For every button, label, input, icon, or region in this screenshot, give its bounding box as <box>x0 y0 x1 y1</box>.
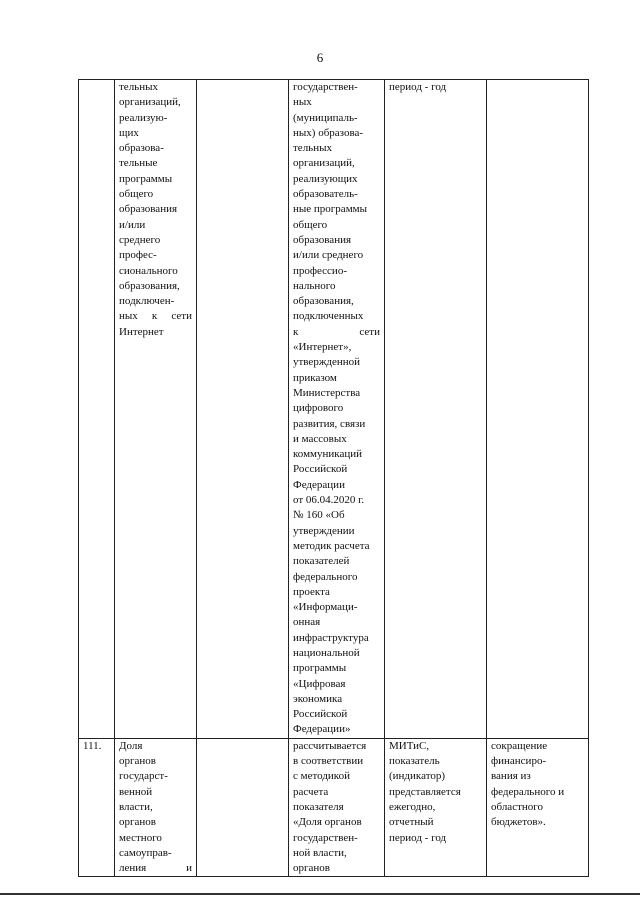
method-justified-line: к сети <box>293 325 380 338</box>
indicator-cell <box>115 738 197 877</box>
method-cell <box>289 80 385 739</box>
page-number: 6 <box>316 50 324 65</box>
indicator-cell <box>115 80 197 739</box>
effect-cell: сокращение финансиро- вания из федерального и областного бюджетов». <box>487 738 589 877</box>
method-text: рассчитывается в соответствии с методикой расчета показателя «Доля органов государствен- ной власти, органов <box>293 739 367 875</box>
method-cell <box>289 738 385 877</box>
indicator-text: тельных организаций, реализую- щих образова- тельные программы общего образования и/или среднего профес- сионального образования, подключен- <box>119 81 181 308</box>
unit-cell <box>197 738 289 877</box>
method-text: государствен- ных (муниципаль- ных) образова- тельных организаций, реализующих образователь- ные программы общего образования и/или среднего профессио- нального образования, подключенных <box>293 81 368 323</box>
indicators-table <box>78 79 589 877</box>
table-row <box>79 738 589 877</box>
indicator-justified-line: ных к сети <box>119 310 192 323</box>
indicator-tail: Интернет <box>119 325 164 338</box>
indicator-text: Доля органов государст- венной власти, органов местного самоуправ- <box>119 739 172 859</box>
unit-cell <box>197 80 289 739</box>
scan-edge-line <box>0 893 640 895</box>
method-text-continued: «Интернет», утвержденной приказом Министерства цифрового развития, связи и массовых коммуникаций Российской Федерации от 06.04.2020 г. № 160 «Об утверждении методик расчета показателей федерального проекта «Информаци- онная инфраструктура национальной программы «Цифровая экономика Российской Федерации» <box>293 341 370 736</box>
effect-cell <box>487 80 589 739</box>
indicator-justified-line: ления и <box>119 862 192 875</box>
row-number-cell: 111. <box>79 738 115 877</box>
source-cell: период - год <box>385 80 487 739</box>
row-number-cell <box>79 80 115 739</box>
table-row <box>79 80 589 739</box>
source-cell: МИТиС, показатель (индикатор) представляется ежегодно, отчетный период - год <box>385 738 487 877</box>
